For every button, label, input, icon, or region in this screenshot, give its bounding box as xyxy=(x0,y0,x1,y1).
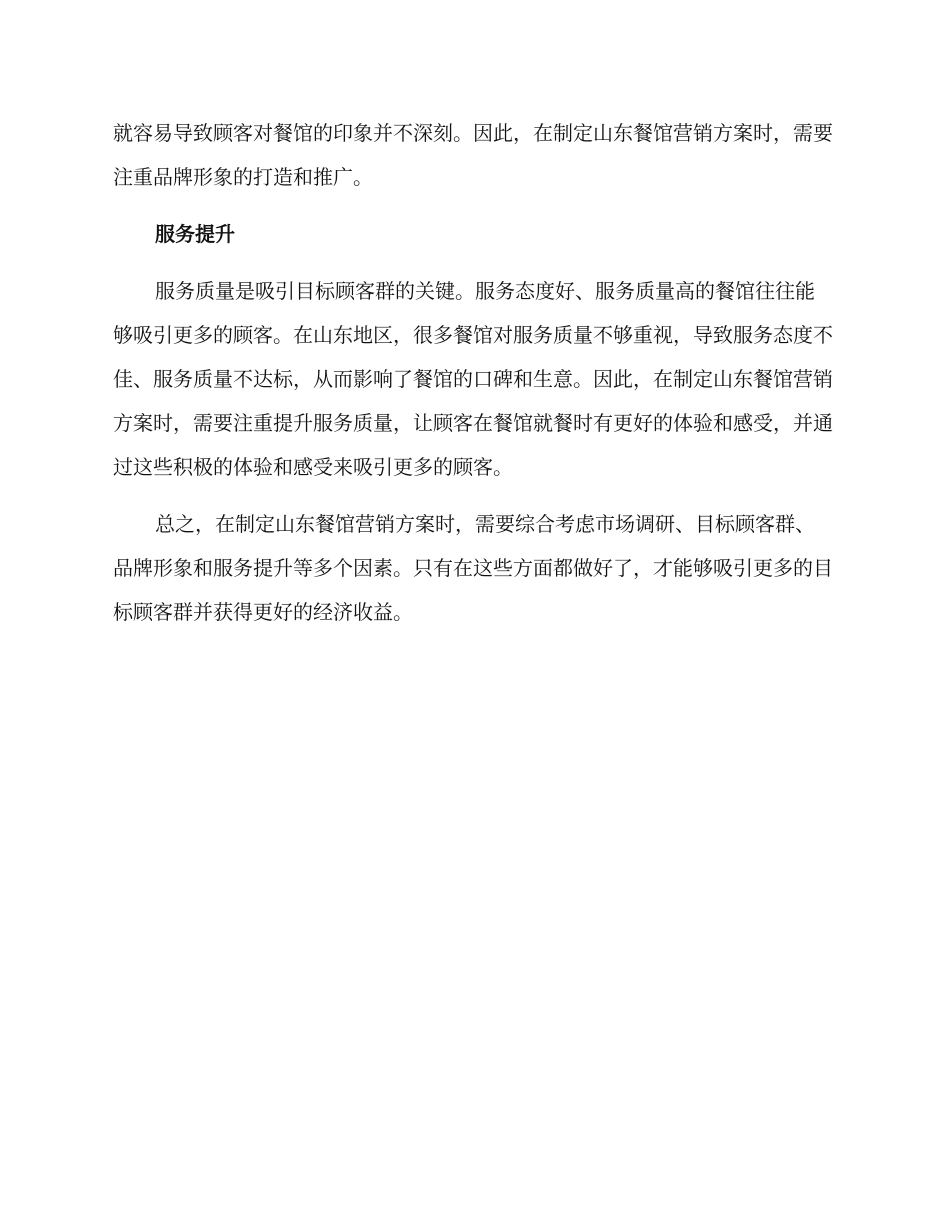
paragraph-conclusion: 总之，在制定山东餐馆营销方案时，需要综合考虑市场调研、目标顾客群、品牌形象和服务提升等多个因素。只有在这些方面都做好了，才能够吸引更多的目标顾客群并获得更好的经济收益。 xyxy=(113,512,833,624)
document-body xyxy=(113,111,833,634)
section-heading-service: 服务提升 xyxy=(155,222,235,246)
paragraph-brand-continued: 就容易导致顾客对餐馆的印象并不深刻。因此，在制定山东餐馆营销方案时，需要注重品牌形象的打造和推广。 xyxy=(113,121,833,189)
paragraph-service: 服务质量是吸引目标顾客群的关键。服务态度好、服务质量高的餐馆往往能够吸引更多的顾客。在山东地区，很多餐馆对服务质量不够重视，导致服务态度不佳、服务质量不达标，从而影响了餐馆的口碑和生意。因此，在制定山东餐馆营销方案时，需要注重提升服务质量，让顾客在餐馆就餐时有更好的体验和感受，并通过这些积极的体验和感受来吸引更多的顾客。 xyxy=(113,279,833,479)
